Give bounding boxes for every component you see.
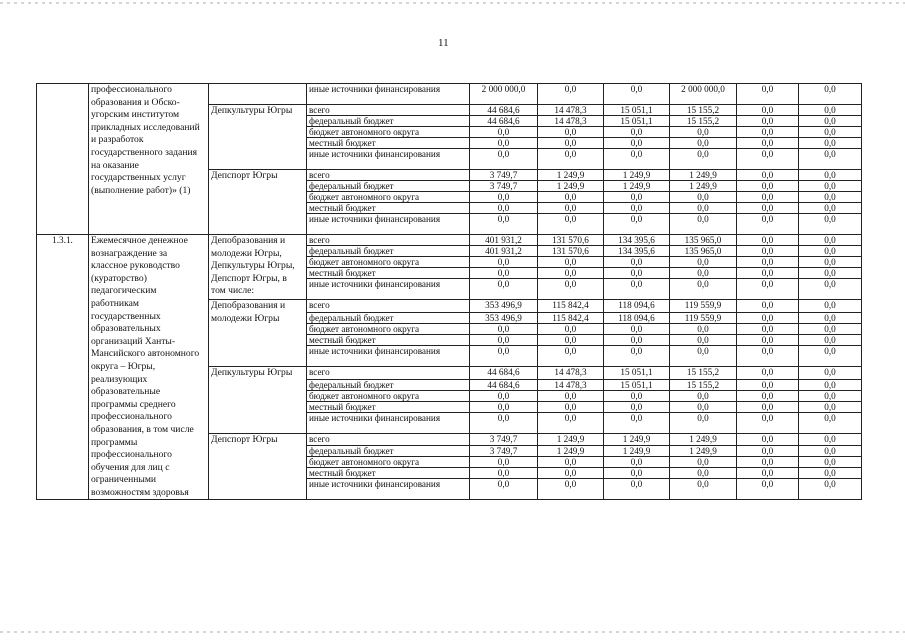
funding-source: федеральный бюджет <box>307 116 470 127</box>
funding-source: бюджет автономного округа <box>307 323 470 334</box>
funding-source: всего <box>307 235 470 246</box>
amount-cell: 1 249,9 <box>538 170 604 181</box>
amount-cell: 0,0 <box>670 203 737 214</box>
amount-cell: 0,0 <box>799 433 862 446</box>
amount-cell: 0,0 <box>604 214 670 235</box>
amount-cell: 0,0 <box>799 334 862 345</box>
budget-table <box>36 83 862 500</box>
funding-source: федеральный бюджет <box>307 312 470 323</box>
amount-cell: 0,0 <box>799 312 862 323</box>
executor-name: Депкультуры Югры <box>209 105 307 170</box>
executor-name: Депобразования и молодежи Югры <box>209 300 307 367</box>
funding-source: местный бюджет <box>307 268 470 279</box>
amount-cell: 1 249,9 <box>670 446 737 457</box>
funding-source: бюджет автономного округа <box>307 192 470 203</box>
funding-source: местный бюджет <box>307 203 470 214</box>
amount-cell: 0,0 <box>737 214 799 235</box>
amount-cell: 0,0 <box>670 257 737 268</box>
funding-source: иные источники финансирования <box>307 149 470 170</box>
item-number <box>37 84 89 235</box>
funding-source: федеральный бюджет <box>307 379 470 390</box>
amount-cell: 0,0 <box>737 300 799 313</box>
amount-cell: 0,0 <box>737 203 799 214</box>
amount-cell: 0,0 <box>799 468 862 479</box>
table-row <box>37 235 862 246</box>
amount-cell: 0,0 <box>538 268 604 279</box>
amount-cell: 0,0 <box>604 479 670 500</box>
amount-cell: 1 249,9 <box>604 433 670 446</box>
amount-cell: 0,0 <box>737 433 799 446</box>
amount-cell: 0,0 <box>670 390 737 401</box>
amount-cell: 0,0 <box>538 192 604 203</box>
funding-source: бюджет автономного округа <box>307 390 470 401</box>
amount-cell: 14 478,3 <box>538 379 604 390</box>
amount-cell: 1 249,9 <box>670 433 737 446</box>
amount-cell: 0,0 <box>470 479 538 500</box>
amount-cell: 0,0 <box>470 203 538 214</box>
amount-cell: 0,0 <box>470 390 538 401</box>
amount-cell: 0,0 <box>470 138 538 149</box>
item-description: Ежемесячное денежное вознаграждение за классное руководство (кураторство) педагогическим работникам государственных образовательных организаций Ханты-Мансийского автономного округа – Югры, реализующих образовательные программы среднего профессионального образования, в том числе программы профессионального обучения для лиц с ограниченными возможностям здоровья <box>89 235 209 500</box>
amount-cell: 0,0 <box>604 257 670 268</box>
amount-cell: 0,0 <box>737 268 799 279</box>
amount-cell: 0,0 <box>604 345 670 366</box>
amount-cell: 115 842,4 <box>538 300 604 313</box>
executor-name: Депспорт Югры <box>209 433 307 500</box>
funding-source: местный бюджет <box>307 334 470 345</box>
amount-cell: 0,0 <box>670 334 737 345</box>
amount-cell: 0,0 <box>737 127 799 138</box>
amount-cell: 0,0 <box>538 345 604 366</box>
funding-source: федеральный бюджет <box>307 446 470 457</box>
funding-source: бюджет автономного округа <box>307 127 470 138</box>
amount-cell: 0,0 <box>470 412 538 433</box>
amount-cell: 0,0 <box>538 203 604 214</box>
page-number: 11 <box>438 37 449 49</box>
amount-cell: 0,0 <box>799 446 862 457</box>
executor-name: Депкультуры Югры <box>209 366 307 433</box>
amount-cell: 0,0 <box>737 334 799 345</box>
amount-cell: 0,0 <box>538 401 604 412</box>
amount-cell: 0,0 <box>670 323 737 334</box>
amount-cell: 0,0 <box>799 279 862 300</box>
amount-cell: 0,0 <box>538 323 604 334</box>
amount-cell: 3 749,7 <box>470 181 538 192</box>
amount-cell: 134 395,6 <box>604 235 670 246</box>
amount-cell: 0,0 <box>470 214 538 235</box>
amount-cell: 1 249,9 <box>604 446 670 457</box>
amount-cell: 0,0 <box>604 138 670 149</box>
amount-cell: 0,0 <box>737 468 799 479</box>
amount-cell: 0,0 <box>799 84 862 105</box>
funding-source: иные источники финансирования <box>307 412 470 433</box>
amount-cell: 0,0 <box>737 84 799 105</box>
funding-source: всего <box>307 366 470 379</box>
amount-cell: 0,0 <box>670 345 737 366</box>
scan-top-edge <box>0 2 905 4</box>
amount-cell: 353 496,9 <box>470 300 538 313</box>
amount-cell: 0,0 <box>737 116 799 127</box>
amount-cell: 1 249,9 <box>538 446 604 457</box>
amount-cell: 0,0 <box>538 468 604 479</box>
amount-cell: 0,0 <box>470 192 538 203</box>
amount-cell: 0,0 <box>538 390 604 401</box>
amount-cell: 0,0 <box>604 412 670 433</box>
amount-cell: 1 249,9 <box>538 433 604 446</box>
amount-cell: 0,0 <box>538 279 604 300</box>
funding-source: иные источники финансирования <box>307 345 470 366</box>
amount-cell: 0,0 <box>470 334 538 345</box>
amount-cell: 0,0 <box>604 192 670 203</box>
item-description: профессионального образования и Обско-угорским институтом прикладных исследований и разработок государственного задания на оказание государственных услуг (выполнение работ)» (1) <box>89 84 209 235</box>
amount-cell: 1 249,9 <box>538 181 604 192</box>
amount-cell: 0,0 <box>737 401 799 412</box>
amount-cell: 119 559,9 <box>670 312 737 323</box>
amount-cell: 118 094,6 <box>604 300 670 313</box>
executor-name <box>209 84 307 105</box>
amount-cell: 0,0 <box>670 127 737 138</box>
amount-cell: 0,0 <box>670 401 737 412</box>
amount-cell: 2 000 000,0 <box>670 84 737 105</box>
amount-cell: 134 395,6 <box>604 246 670 257</box>
amount-cell: 44 684,6 <box>470 366 538 379</box>
amount-cell: 2 000 000,0 <box>470 84 538 105</box>
table-row <box>37 84 862 105</box>
amount-cell: 131 570,6 <box>538 246 604 257</box>
funding-source: иные источники финансирования <box>307 214 470 235</box>
funding-source: всего <box>307 300 470 313</box>
amount-cell: 0,0 <box>737 257 799 268</box>
amount-cell: 0,0 <box>737 246 799 257</box>
amount-cell: 118 094,6 <box>604 312 670 323</box>
amount-cell: 0,0 <box>737 181 799 192</box>
amount-cell: 14 478,3 <box>538 105 604 116</box>
amount-cell: 0,0 <box>604 279 670 300</box>
amount-cell: 0,0 <box>737 138 799 149</box>
amount-cell: 0,0 <box>799 214 862 235</box>
amount-cell: 135 965,0 <box>670 235 737 246</box>
amount-cell: 0,0 <box>470 257 538 268</box>
amount-cell: 0,0 <box>538 412 604 433</box>
amount-cell: 0,0 <box>470 468 538 479</box>
amount-cell: 0,0 <box>470 401 538 412</box>
amount-cell: 0,0 <box>470 268 538 279</box>
amount-cell: 15 051,1 <box>604 116 670 127</box>
amount-cell: 15 155,2 <box>670 116 737 127</box>
amount-cell: 3 749,7 <box>470 446 538 457</box>
amount-cell: 0,0 <box>604 268 670 279</box>
amount-cell: 0,0 <box>737 312 799 323</box>
amount-cell: 0,0 <box>670 192 737 203</box>
amount-cell: 131 570,6 <box>538 235 604 246</box>
amount-cell: 0,0 <box>737 170 799 181</box>
amount-cell: 0,0 <box>670 138 737 149</box>
amount-cell: 0,0 <box>799 192 862 203</box>
amount-cell: 0,0 <box>538 214 604 235</box>
funding-source: федеральный бюджет <box>307 246 470 257</box>
amount-cell: 15 051,1 <box>604 105 670 116</box>
funding-source: местный бюджет <box>307 468 470 479</box>
amount-cell: 0,0 <box>737 345 799 366</box>
amount-cell: 401 931,2 <box>470 246 538 257</box>
amount-cell: 15 051,1 <box>604 366 670 379</box>
amount-cell: 0,0 <box>670 468 737 479</box>
amount-cell: 0,0 <box>737 192 799 203</box>
amount-cell: 0,0 <box>799 257 862 268</box>
amount-cell: 0,0 <box>799 401 862 412</box>
amount-cell: 0,0 <box>538 334 604 345</box>
amount-cell: 1 249,9 <box>670 181 737 192</box>
amount-cell: 0,0 <box>737 235 799 246</box>
amount-cell: 0,0 <box>604 203 670 214</box>
amount-cell: 0,0 <box>737 479 799 500</box>
amount-cell: 0,0 <box>799 366 862 379</box>
amount-cell: 15 155,2 <box>670 366 737 379</box>
executor-name: Депспорт Югры <box>209 170 307 235</box>
amount-cell: 0,0 <box>799 390 862 401</box>
amount-cell: 0,0 <box>737 366 799 379</box>
amount-cell: 0,0 <box>799 116 862 127</box>
amount-cell: 0,0 <box>538 127 604 138</box>
funding-source: всего <box>307 433 470 446</box>
amount-cell: 0,0 <box>737 323 799 334</box>
funding-source: иные источники финансирования <box>307 279 470 300</box>
funding-source: местный бюджет <box>307 138 470 149</box>
amount-cell: 119 559,9 <box>670 300 737 313</box>
amount-cell: 0,0 <box>799 345 862 366</box>
funding-source: иные источники финансирования <box>307 84 470 105</box>
amount-cell: 0,0 <box>538 84 604 105</box>
amount-cell: 15 155,2 <box>670 379 737 390</box>
amount-cell: 0,0 <box>799 246 862 257</box>
amount-cell: 0,0 <box>470 457 538 468</box>
amount-cell: 1 249,9 <box>604 170 670 181</box>
amount-cell: 0,0 <box>538 479 604 500</box>
amount-cell: 0,0 <box>604 457 670 468</box>
amount-cell: 0,0 <box>799 479 862 500</box>
amount-cell: 0,0 <box>737 390 799 401</box>
amount-cell: 0,0 <box>604 323 670 334</box>
amount-cell: 0,0 <box>538 257 604 268</box>
amount-cell: 0,0 <box>670 457 737 468</box>
amount-cell: 0,0 <box>799 149 862 170</box>
amount-cell: 0,0 <box>470 279 538 300</box>
amount-cell: 3 749,7 <box>470 433 538 446</box>
amount-cell: 0,0 <box>670 149 737 170</box>
funding-source: бюджет автономного округа <box>307 257 470 268</box>
scan-bottom-edge <box>0 631 905 633</box>
amount-cell: 0,0 <box>670 214 737 235</box>
amount-cell: 0,0 <box>737 149 799 170</box>
amount-cell: 0,0 <box>799 412 862 433</box>
amount-cell: 0,0 <box>799 105 862 116</box>
amount-cell: 14 478,3 <box>538 366 604 379</box>
amount-cell: 0,0 <box>538 457 604 468</box>
amount-cell: 0,0 <box>799 268 862 279</box>
amount-cell: 3 749,7 <box>470 170 538 181</box>
amount-cell: 0,0 <box>670 268 737 279</box>
amount-cell: 0,0 <box>604 390 670 401</box>
amount-cell: 0,0 <box>799 457 862 468</box>
funding-source: иные источники финансирования <box>307 479 470 500</box>
amount-cell: 1 249,9 <box>670 170 737 181</box>
amount-cell: 0,0 <box>470 149 538 170</box>
amount-cell: 0,0 <box>799 300 862 313</box>
amount-cell: 401 931,2 <box>470 235 538 246</box>
amount-cell: 353 496,9 <box>470 312 538 323</box>
amount-cell: 135 965,0 <box>670 246 737 257</box>
amount-cell: 44 684,6 <box>470 379 538 390</box>
amount-cell: 0,0 <box>670 479 737 500</box>
amount-cell: 0,0 <box>604 334 670 345</box>
funding-source: всего <box>307 105 470 116</box>
amount-cell: 0,0 <box>670 412 737 433</box>
amount-cell: 0,0 <box>604 149 670 170</box>
amount-cell: 0,0 <box>470 127 538 138</box>
amount-cell: 14 478,3 <box>538 116 604 127</box>
amount-cell: 0,0 <box>737 412 799 433</box>
funding-source: бюджет автономного округа <box>307 457 470 468</box>
amount-cell: 0,0 <box>737 105 799 116</box>
amount-cell: 0,0 <box>799 138 862 149</box>
amount-cell: 0,0 <box>737 279 799 300</box>
amount-cell: 44 684,6 <box>470 116 538 127</box>
amount-cell: 1 249,9 <box>604 181 670 192</box>
amount-cell: 0,0 <box>799 235 862 246</box>
amount-cell: 0,0 <box>538 138 604 149</box>
amount-cell: 0,0 <box>470 323 538 334</box>
amount-cell: 0,0 <box>799 170 862 181</box>
executor-name: Депобразования и молодежи Югры, Депкультуры Югры, Депспорт Югры, в том числе: <box>209 235 307 300</box>
amount-cell: 0,0 <box>737 446 799 457</box>
amount-cell: 0,0 <box>604 401 670 412</box>
amount-cell: 0,0 <box>737 379 799 390</box>
amount-cell: 0,0 <box>799 203 862 214</box>
amount-cell: 0,0 <box>470 345 538 366</box>
amount-cell: 0,0 <box>604 468 670 479</box>
amount-cell: 15 155,2 <box>670 105 737 116</box>
amount-cell: 0,0 <box>737 457 799 468</box>
amount-cell: 115 842,4 <box>538 312 604 323</box>
amount-cell: 0,0 <box>670 279 737 300</box>
amount-cell: 15 051,1 <box>604 379 670 390</box>
funding-source: федеральный бюджет <box>307 181 470 192</box>
funding-source: местный бюджет <box>307 401 470 412</box>
amount-cell: 0,0 <box>799 181 862 192</box>
funding-source: всего <box>307 170 470 181</box>
amount-cell: 0,0 <box>799 379 862 390</box>
amount-cell: 0,0 <box>799 127 862 138</box>
amount-cell: 0,0 <box>538 149 604 170</box>
amount-cell: 0,0 <box>799 323 862 334</box>
item-number: 1.3.1. <box>37 235 89 500</box>
amount-cell: 0,0 <box>604 84 670 105</box>
amount-cell: 0,0 <box>604 127 670 138</box>
amount-cell: 44 684,6 <box>470 105 538 116</box>
